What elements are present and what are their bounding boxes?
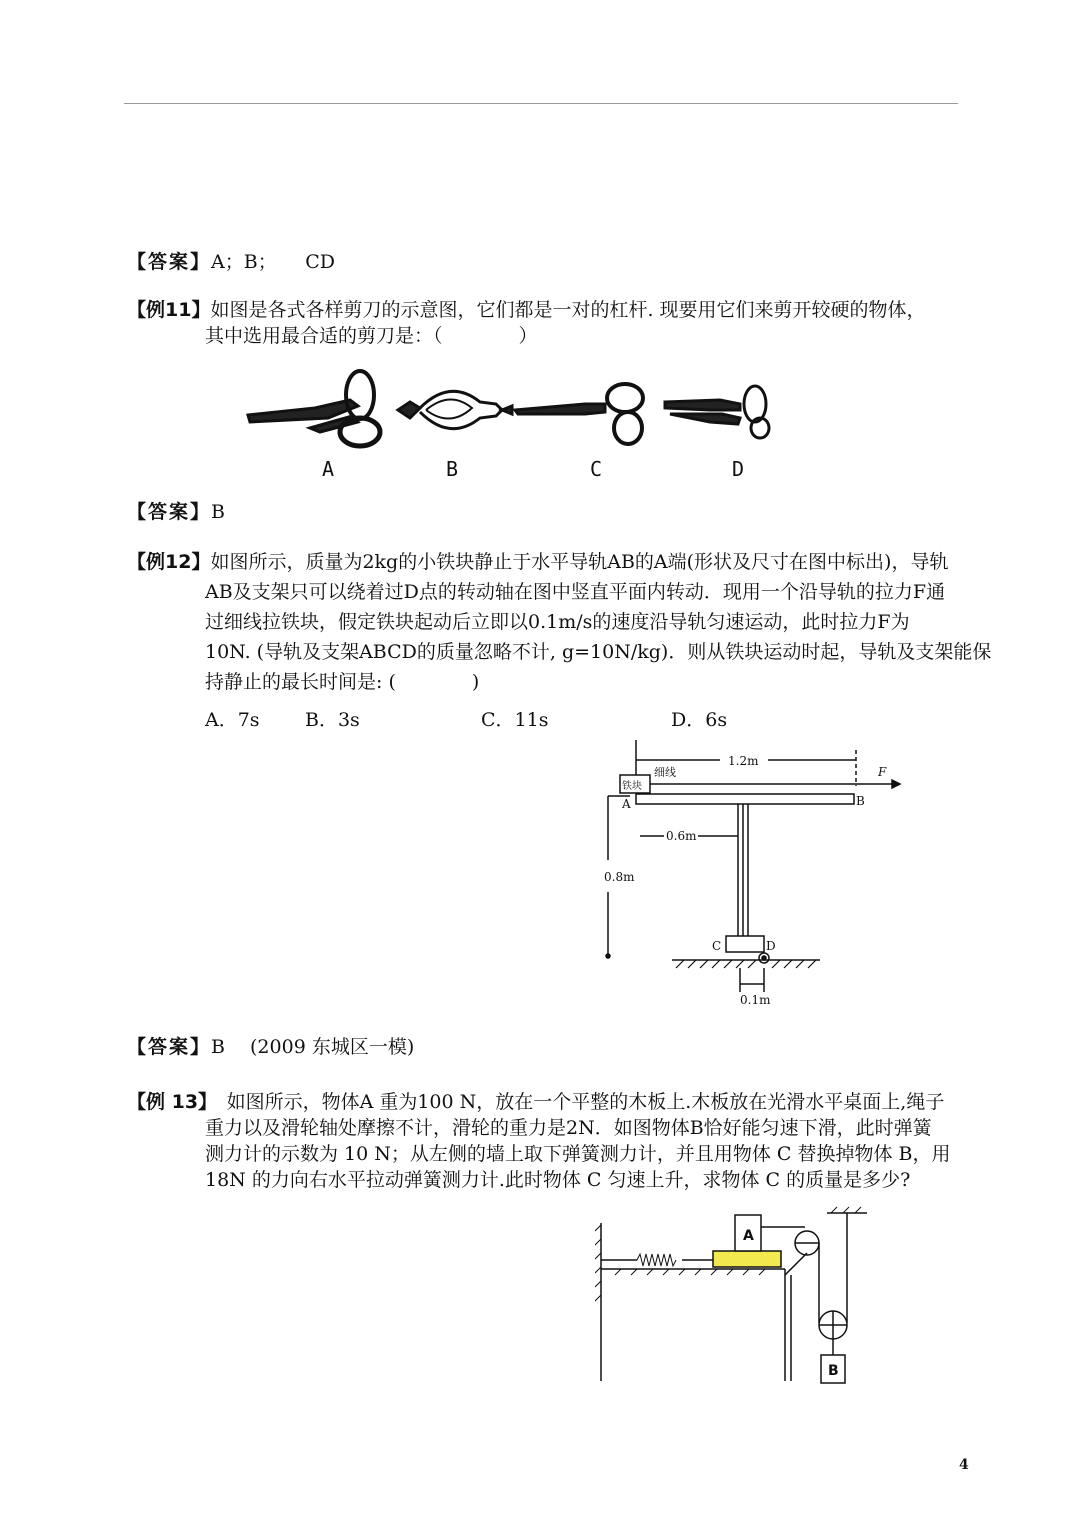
example-12-text-1: 如图所示，质量为2kg的小铁块静止于水平导轨AB的A端(形状及尺寸在图中标出)，导轨 [210, 551, 949, 573]
answer-tag: 【答案】 [127, 1036, 212, 1058]
pulley-figure [595, 1205, 885, 1395]
dim-height-label: 0.8m [604, 870, 635, 884]
option-c: C．11s [481, 709, 549, 731]
example-12-line-4: 10N. (导轨及支架ABCD的质量忽略不计, g=10N/kg)．则从铁块运动时起，导轨及支架能保 [205, 641, 992, 663]
point-a-label: A [622, 797, 631, 811]
dim-top-label: 1.2m [728, 754, 759, 768]
example-13-line-3: 测力计的示数为 10 N；从左侧的墙上取下弹簧测力计，并且用物体 C 替换掉物体 B，用 [205, 1143, 951, 1165]
example-12-line-2: AB及支架只可以绕着过D点的转动轴在图中竖直平面内转动．现用一个沿导轨的拉力F通 [205, 581, 946, 603]
thread-label: 细线 [654, 766, 676, 779]
answer-line-3 [127, 1035, 414, 1059]
scissors-a-drawing [248, 371, 380, 446]
dim-base-label: 0.1m [740, 993, 771, 1007]
pliers-b-drawing [398, 391, 512, 428]
force-label: F [878, 765, 887, 779]
wood-board [713, 1251, 781, 1267]
answer-line-2 [127, 500, 225, 524]
answer-text: B [211, 501, 225, 523]
answer-tag: 【答案】 [127, 251, 212, 273]
example-12-tag: 【例12】 [127, 551, 211, 573]
scissors-d-drawing [665, 386, 769, 438]
example-12-line-1 [127, 550, 948, 574]
answer-text: A；B； CD [211, 251, 335, 273]
example-11-tag: 【例11】 [127, 299, 211, 321]
header-rule [124, 103, 958, 104]
example-13-text-1: 如图所示，物体A 重为100 N，放在一个平整的木板上.木板放在光滑水平桌面上,绳子 [207, 1091, 945, 1113]
page-number: 4 [959, 1457, 969, 1473]
point-b-label: B [856, 794, 865, 808]
example-12-line-3: 过细线拉铁块，假定铁块起动后立即以0.1m/s的速度沿导轨匀速运动，此时拉力F为 [205, 611, 910, 633]
scissors-label-d: D [732, 457, 745, 481]
answer-text: B (2009 东城区一模) [211, 1036, 415, 1058]
example-13-line-4: 18N 的力向右水平拉动弹簧测力计.此时物体 C 匀速上升，求物体 C 的质量是多少? [205, 1169, 911, 1191]
answer-line-1 [127, 250, 335, 274]
example-13-line-2: 重力以及滑轮轴处摩擦不计，滑轮的重力是2N．如图物体B恰好能匀速下滑，此时弹簧 [205, 1117, 932, 1139]
scissors-figure [240, 360, 800, 485]
answer-tag: 【答案】 [127, 501, 212, 523]
option-d: D．6s [671, 709, 728, 731]
block-a-label: A [743, 1228, 754, 1244]
option-a: A．7s [205, 709, 260, 731]
example-12-line-5: 持静止的最长时间是: ( ) [205, 671, 480, 693]
example-11-line-2: 其中选用最合适的剪刀是：（ ） [205, 325, 538, 347]
example-13-tag: 【例 13】 [127, 1091, 208, 1113]
option-b: B．3s [305, 709, 360, 731]
scissors-c-drawing [515, 384, 643, 444]
scissors-label-c: C [590, 457, 603, 481]
point-c-label: C [712, 939, 722, 953]
point-d-label: D [766, 939, 776, 953]
scissors-label-b: B [446, 457, 459, 481]
dim-mid-label: 0.6m [666, 829, 697, 843]
scissors-label-a: A [322, 457, 335, 481]
example-13-line-1 [127, 1090, 944, 1114]
example-11-line-1 [127, 298, 926, 322]
example-11-text-1: 如图是各式各样剪刀的示意图，它们都是一对的杠杆. 现要用它们来剪开较硬的物体， [210, 299, 926, 321]
rail-bracket-figure [600, 740, 910, 1010]
block-label: 铁块 [622, 781, 642, 792]
block-b-label: B [828, 1363, 839, 1379]
